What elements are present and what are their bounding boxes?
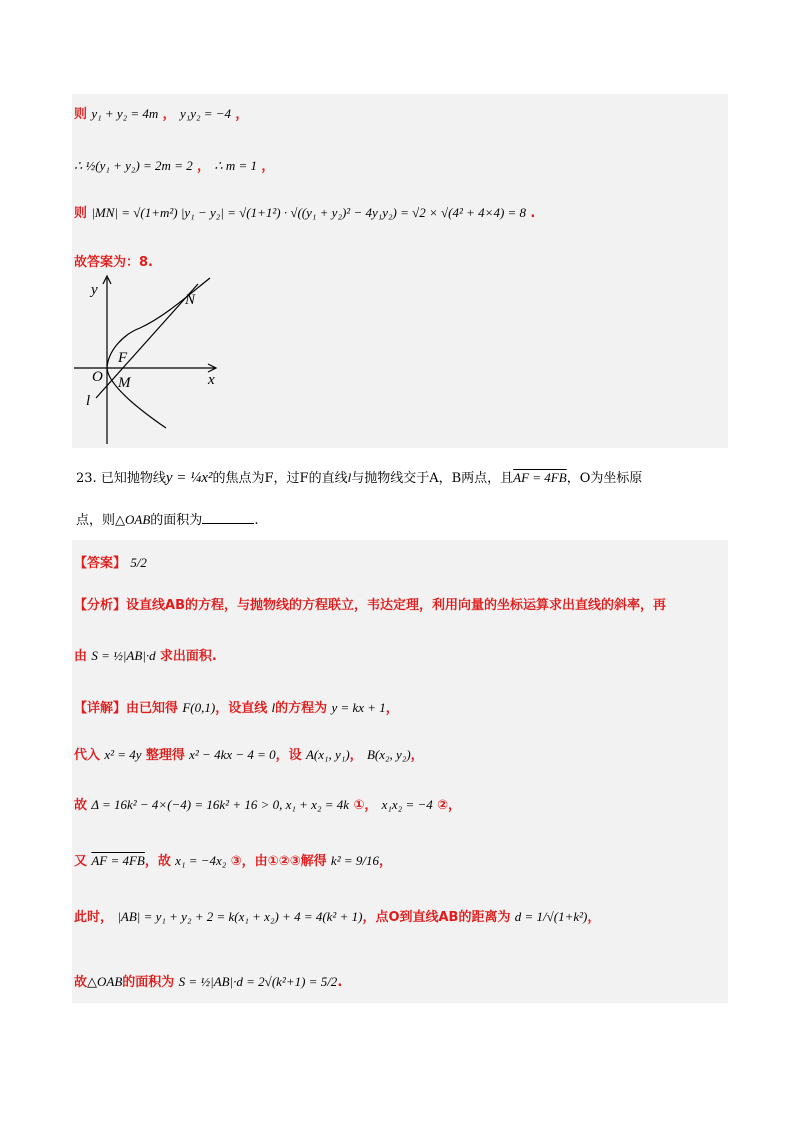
detail-text: ， — [410, 748, 424, 763]
formula: AF = 4FB — [91, 853, 145, 868]
formula: △OAB — [115, 512, 151, 527]
detail-text: 由已知得 — [126, 701, 179, 716]
focus-label: F — [118, 350, 128, 366]
formula: △OAB — [87, 974, 123, 989]
analysis-text: 由 — [74, 649, 88, 664]
detail-text: 此时， — [74, 910, 114, 925]
origin-label: O — [92, 369, 103, 385]
punct: ， — [261, 159, 275, 174]
problem-number: 23. — [76, 471, 97, 486]
answer-label: 【答案】 — [74, 556, 127, 571]
formula: x₁x₂ = −4 — [381, 797, 433, 812]
detail-line-5 — [74, 907, 600, 928]
formula: l — [347, 470, 352, 485]
line-l-label: l — [86, 393, 91, 409]
punct: ， — [235, 107, 249, 122]
detail-text: ， — [385, 701, 399, 716]
formula: y₁ + y₂ = 4m — [91, 106, 159, 121]
detail-text: 整理得 — [145, 748, 185, 763]
formula: AF = 4FB — [513, 470, 567, 485]
problem-text: 与抛物线交于A，B两点，且 — [351, 471, 514, 486]
detail-text: 故 — [74, 975, 88, 990]
answer-blank — [202, 511, 254, 524]
solution-line-3 — [74, 203, 535, 224]
solution-line-2 — [74, 156, 274, 177]
detail-text: ，设直线 — [215, 701, 268, 716]
problem-line-1 — [76, 468, 642, 489]
detail-text: ，点O到直线AB的距离为 — [362, 910, 511, 925]
analysis-line-1 — [74, 595, 666, 616]
detail-text: ， — [349, 748, 363, 763]
problem-text: 的面积为 — [150, 513, 203, 528]
formula: y₁y₂ = −4 — [179, 106, 232, 121]
formula: d = 1/√(1+k²) — [514, 909, 588, 924]
problem-line-2 — [76, 510, 258, 531]
formula: S = ½|AB|·d = 2√(k²+1) = 5/2 — [178, 974, 338, 989]
problem-text: 的焦点为F，过F的直线 — [212, 471, 348, 486]
point-n-label: N — [185, 292, 196, 308]
problem-text: . — [254, 513, 259, 528]
formula: x² = 4y — [104, 747, 142, 762]
problem-text: 已知抛物线 — [100, 471, 166, 486]
detail-text: ①， — [353, 798, 378, 813]
text-lead: 则 — [74, 107, 88, 122]
formula: S = ½|AB|·d — [91, 648, 156, 663]
point-m-label: M — [118, 375, 131, 391]
detail-text: ②， — [437, 798, 462, 813]
detail-text: ， — [378, 854, 392, 869]
answer-line — [74, 553, 147, 574]
parabola-figure — [74, 272, 234, 448]
detail-line-3 — [74, 795, 461, 816]
solution-answer — [74, 252, 153, 273]
detail-line-2 — [74, 745, 424, 766]
formula: y = kx + 1 — [331, 700, 386, 715]
formula: B(x₂, y₂) — [366, 747, 411, 762]
detail-line-4 — [74, 851, 392, 872]
detail-text: ，故 — [144, 854, 171, 869]
detail-text: 代入 — [74, 748, 101, 763]
detail-line-6 — [74, 972, 342, 993]
detail-line-1 — [74, 698, 399, 719]
solution-line-1 — [74, 104, 248, 125]
analysis-text: 设直线AB的方程，与抛物线的方程联立，韦达定理，利用向量的坐标运算求出直线的斜率，再 — [126, 598, 666, 613]
answer-value: 5/2 — [130, 555, 147, 570]
formula: Δ = 16k² − 4×(−4) = 16k² + 16 > 0, x₁ + x₂ = 4k — [91, 797, 350, 812]
formula: ∴ ½(y₁ + y₂) = 2m = 2 — [74, 158, 193, 173]
analysis-text: 求出面积. — [159, 649, 217, 664]
formula: |MN| = √(1+m²) |y₁ − y₂| = √(1+1²) · √((y₁ + y₂)² − 4y₁y₂) = √2 × √(4² + 4×4) = 8 — [91, 205, 527, 220]
detail-text: ，设 — [275, 748, 302, 763]
analysis-line-2 — [74, 646, 217, 667]
line-l — [96, 284, 198, 398]
answer-text: 故答案为：8. — [74, 255, 153, 270]
detail-text: 的面积为 — [122, 975, 175, 990]
problem-text: ，O为坐标原 — [566, 471, 643, 486]
formula: x² − 4kx − 4 = 0 — [189, 747, 276, 762]
formula: k² = 9/16 — [330, 853, 379, 868]
detail-text: 的方程为 — [275, 701, 328, 716]
formula: ∴ m = 1 — [214, 158, 258, 173]
punct: . — [530, 206, 536, 221]
detail-text: 又 — [74, 854, 88, 869]
detail-text: ③，由①②③解得 — [230, 854, 327, 869]
formula: A(x₁, y₁) — [305, 747, 350, 762]
formula: y = ¼x² — [165, 470, 213, 486]
detail-text: ， — [587, 910, 601, 925]
punct: ， — [162, 107, 176, 122]
formula: l — [271, 700, 276, 715]
analysis-label: 【分析】 — [74, 598, 127, 613]
formula: |AB| = y₁ + y₂ + 2 = k(x₁ + x₂) + 4 = 4(k² + 1) — [117, 909, 363, 924]
formula: F(0,1) — [182, 700, 216, 715]
y-label: y — [91, 282, 98, 298]
formula: x₁ = −4x₂ — [175, 853, 227, 868]
detail-text: . — [337, 975, 343, 990]
x-label: x — [208, 372, 215, 388]
text-lead: 则 — [74, 206, 88, 221]
detail-text: 故 — [74, 798, 88, 813]
punct: ， — [197, 159, 211, 174]
problem-text: 点，则 — [76, 513, 116, 528]
detail-label: 【详解】 — [74, 701, 127, 716]
